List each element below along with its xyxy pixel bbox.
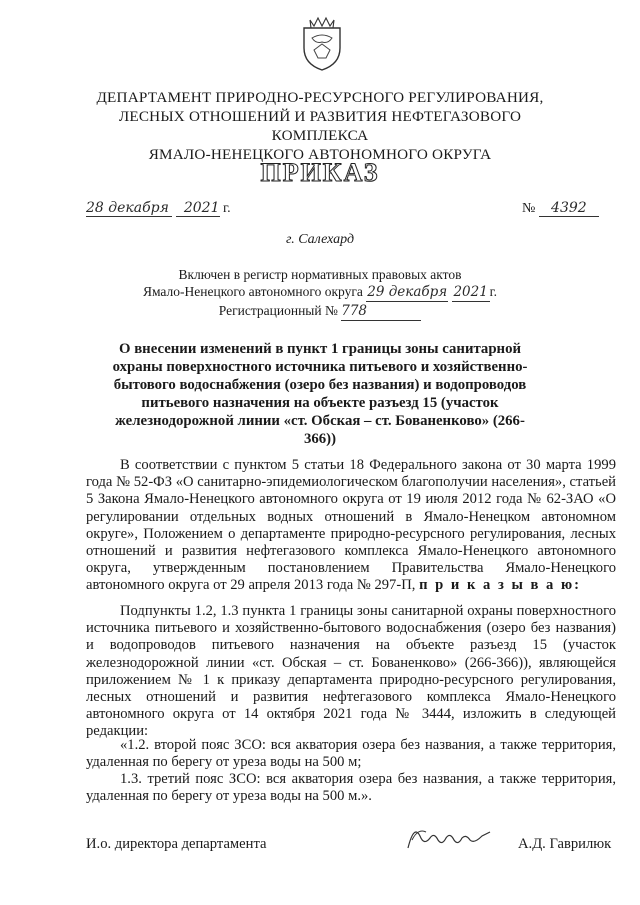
subpoint-1-3-text: 1.3. третий пояс ЗСО: вся акватория озера без названия, а также территория, удаленная по берегу от уреза воды на 500 м.». bbox=[86, 771, 616, 805]
subpoint-1-2-text: «1.2. второй пояс ЗСО: вся акватория озера без названия, а также территория, удаленная по берегу от уреза воды на 500 м; bbox=[86, 737, 616, 771]
quoted-subpoint-1-3 bbox=[86, 771, 616, 805]
city: г. Салехард bbox=[285, 232, 355, 247]
department-header bbox=[70, 88, 570, 164]
order-number bbox=[522, 200, 599, 217]
department-line-1: ДЕПАРТАМЕНТ ПРИРОДНО-РЕСУРСНОГО РЕГУЛИРОВАНИЯ, bbox=[96, 89, 544, 106]
order-year-handwritten: 2021 bbox=[176, 200, 220, 217]
department-line-2: ЛЕСНЫХ ОТНОШЕНИЙ И РАЗВИТИЯ НЕФТЕГАЗОВОГО КОМПЛЕКСА bbox=[118, 108, 522, 144]
order-number-handwritten: 4392 bbox=[539, 200, 599, 217]
preamble-paragraph bbox=[86, 457, 616, 595]
registration-date-handwritten: 29 декабря bbox=[367, 284, 448, 300]
registration-block bbox=[0, 266, 640, 321]
order-year-suffix: г. bbox=[223, 201, 231, 216]
main-paragraph bbox=[86, 603, 616, 741]
command-word: п р и к а з ы в а ю: bbox=[419, 577, 581, 594]
registration-number-label: Регистрационный № bbox=[218, 303, 338, 318]
order-number-label: № bbox=[522, 201, 536, 216]
registration-line-1: Включен в регистр нормативных правовых актов bbox=[178, 267, 462, 282]
quoted-subpoint-1-2 bbox=[86, 737, 616, 771]
registration-region: Ямало-Ненецкого автономного округа bbox=[142, 284, 363, 299]
coat-of-arms-emblem bbox=[300, 14, 344, 72]
preamble-text: В соответствии с пунктом 5 статьи 18 Федерального закона от 30 марта 1999 года № 52-ФЗ «О санитарно-эпидемиологическом благополучии населения», статьей 5 Закона Ямало-Ненецкого автономного округа от 19 июля 2012 года № 62-ЗАО «О регулировании отдельных водных отношений в Ямало-Ненецком автономном округе», Положением о департаменте природно-ресурсного регулирования, лесных отношений и развития нефтегазового комплекса Ямало-Ненецкого автономного округа, утвержденным постановлением Правительства Ямало-Ненецкого автономного округа от 29 апреля 2013 года № 297-П, bbox=[86, 457, 616, 594]
document-subject-title: О внесении изменений в пункт 1 границы зоны санитарной охраны поверхностного источника питьевого и хозяйственно-бытового водоснабжения (озеро без названия) и водопроводов питьевого назначения на объекте разъезд 15 (участок железнодорожной линии «ст. Обская – ст. Бованенково» (266-366)) bbox=[112, 341, 528, 447]
registration-year-handwritten: 2021 bbox=[453, 284, 488, 300]
registration-year-suffix: г. bbox=[489, 284, 498, 299]
handwritten-signature bbox=[404, 818, 494, 858]
registration-line-2 bbox=[0, 283, 640, 302]
registration-line-3 bbox=[0, 302, 640, 321]
signatory-name: А.Д. Гаврилюк bbox=[518, 836, 612, 852]
signatory-role: И.о. директора департамента bbox=[86, 836, 267, 852]
main-text: Подпункты 1.2, 1.3 пункта 1 границы зоны санитарной охраны поверхностного источника питьевого и хозяйственно-бытового водоснабжения (озеро без названия) и водопроводов питьевого назначения на объекте разъезд 15 (участок железнодорожной линии «ст. Обская – ст. Бованенково» (266-366)), являющейся приложением № 1 к приказу департамента природно-ресурсного регулирования, лесных отношений и развития нефтегазового комплекса Ямало-Ненецкого автономного округа от 14 октября 2021 года № 3444, изложить в следующей редакции: bbox=[86, 603, 616, 740]
registration-number-handwritten: 778 bbox=[341, 303, 421, 321]
document-type-title: ПРИКАЗ bbox=[260, 158, 380, 187]
department-line-3: ЯМАЛО-НЕНЕЦКОГО АВТОНОМНОГО ОКРУГА bbox=[148, 146, 492, 163]
order-date bbox=[86, 200, 231, 217]
order-date-handwritten: 28 декабря bbox=[86, 200, 172, 217]
